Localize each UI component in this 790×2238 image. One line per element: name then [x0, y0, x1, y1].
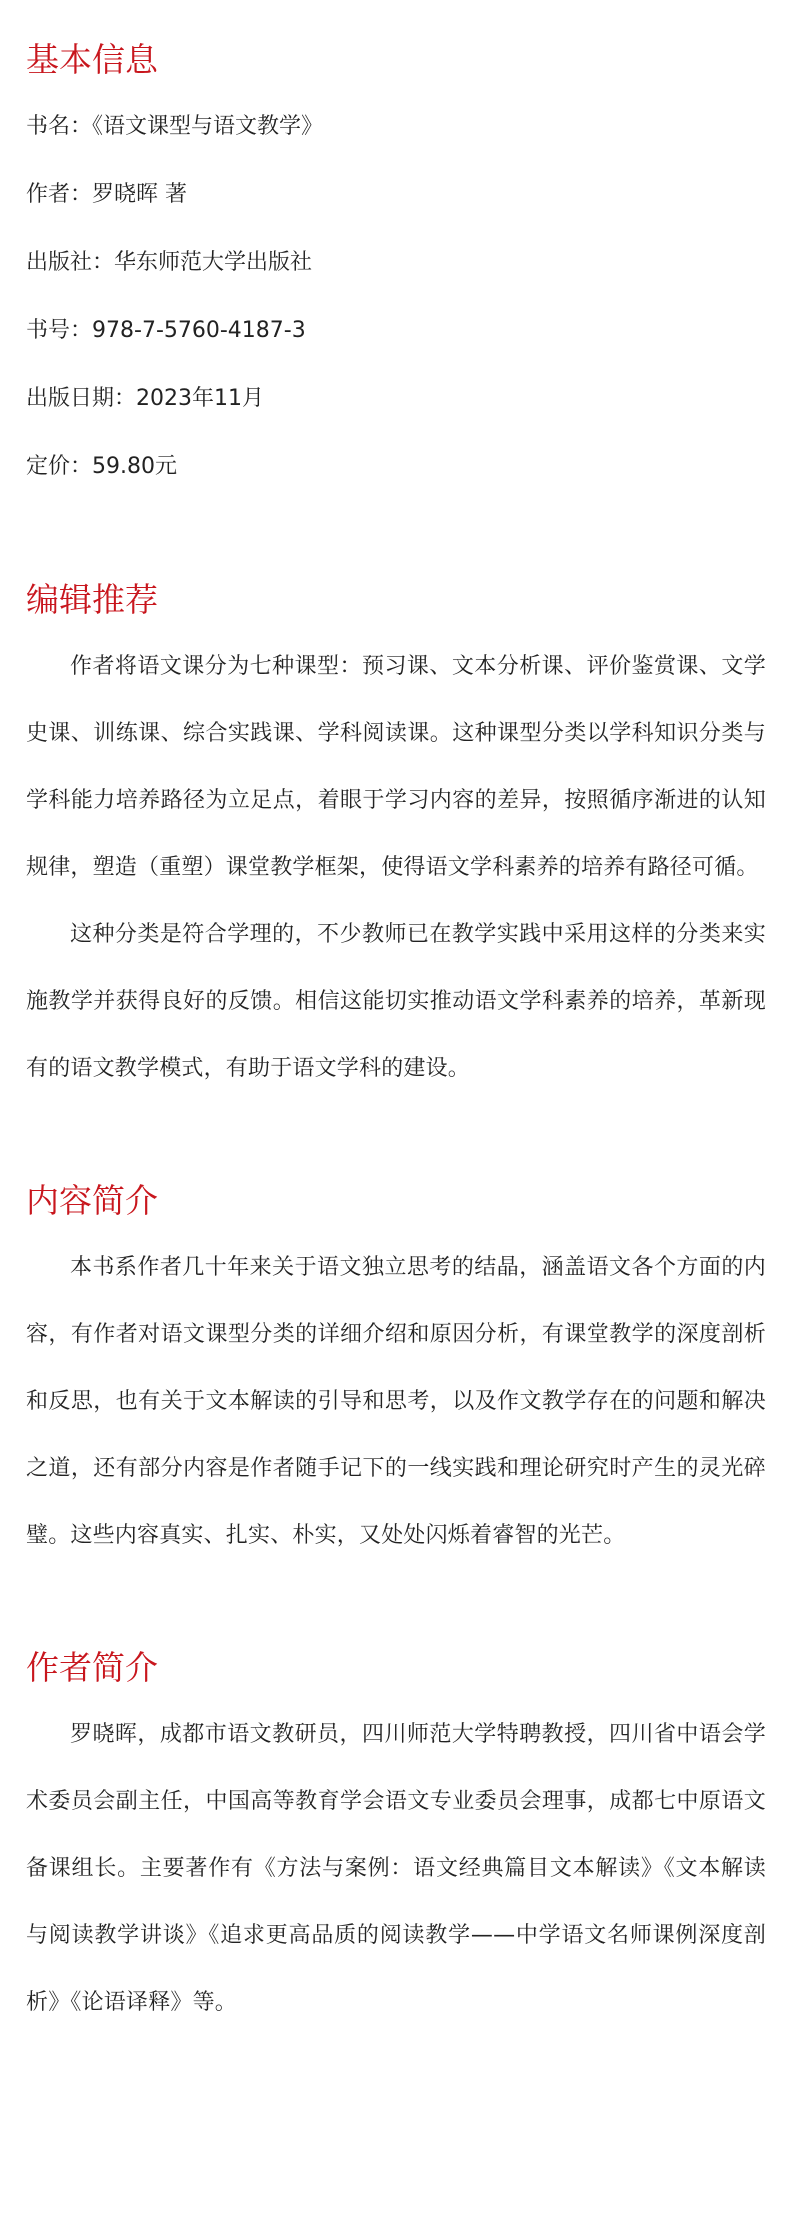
- content-summary-body: [26, 1231, 766, 1569]
- basic-info-list: [26, 90, 766, 501]
- paragraph: 作者将语文课分为七种课型：预习课、文本分析课、评价鉴赏课、文学史课、训练课、综合实践课、学科阅读课。这种课型分类以学科知识分类与学科能力培养路径为立足点，着眼于学习内容的差异，按照循序渐进的认知规律，塑造（重塑）课堂教学框架，使得语文学科素养的培养有路径可循。: [26, 654, 766, 880]
- basic-info-heading: 基本信息: [26, 40, 158, 79]
- info-row-isbn: [26, 297, 766, 365]
- content-summary-section: [26, 1171, 766, 1569]
- paragraph: 本书系作者几十年来关于语文独立思考的结晶，涵盖语文各个方面的内容，有作者对语文课型分类的详细介绍和原因分析，有课堂教学的深度剖析和反思，也有关于文本解读的引导和思考，以及作文教学存在的问题和解决之道，还有部分内容是作者随手记下的一线实践和理论研究时产生的灵光碎璧。这些内容真实、扎实、朴实，又处处闪烁着睿智的光芒。: [26, 1255, 766, 1548]
- info-label: 出版日期：: [26, 386, 137, 411]
- basic-info-section: [26, 0, 766, 501]
- info-value: 978-7-5760-4187-3: [92, 318, 306, 343]
- info-row-publisher: [26, 229, 766, 297]
- editor-recommendation-heading: 编辑推荐: [26, 580, 158, 619]
- paragraph: 这种分类是符合学理的，不少教师已在教学实践中采用这样的分类来实施教学并获得良好的反馈。相信这能切实推动语文学科素养的培养，革新现有的语文教学模式，有助于语文学科的建设。: [26, 922, 766, 1081]
- author-intro-body: [26, 1698, 766, 2036]
- info-row-title: [26, 93, 766, 161]
- info-row-publish-date: [26, 365, 766, 433]
- info-value: 《语文课型与语文教学》: [92, 114, 324, 139]
- author-intro-heading: 作者简介: [26, 1648, 158, 1687]
- editor-recommendation-section: [26, 570, 766, 1102]
- info-value: 华东师范大学出版社: [114, 250, 313, 275]
- info-row-author: [26, 161, 766, 229]
- author-intro-section: [26, 1638, 766, 2036]
- info-label: 定价：: [26, 454, 93, 479]
- info-value: 2023年11月: [136, 386, 264, 411]
- info-row-price: [26, 433, 766, 501]
- info-label: 出版社：: [26, 250, 115, 275]
- info-value: 59.80元: [92, 454, 177, 479]
- info-value: 罗晓晖 著: [92, 182, 188, 207]
- info-label: 作者：: [26, 182, 93, 207]
- info-label: 书号：: [26, 318, 93, 343]
- editor-recommendation-body: [26, 630, 766, 1102]
- content-summary-heading: 内容简介: [26, 1181, 158, 1220]
- paragraph: 罗晓晖，成都市语文教研员，四川师范大学特聘教授，四川省中语会学术委员会副主任，中国高等教育学会语文专业委员会理事，成都七中原语文备课组长。主要著作有《方法与案例：语文经典篇目文本解读》《文本解读与阅读教学讲谈》《追求更高品质的阅读教学——中学语文名师课例深度剖析》《论语译释》等。: [26, 1722, 766, 2015]
- info-label: 书名：: [26, 114, 93, 139]
